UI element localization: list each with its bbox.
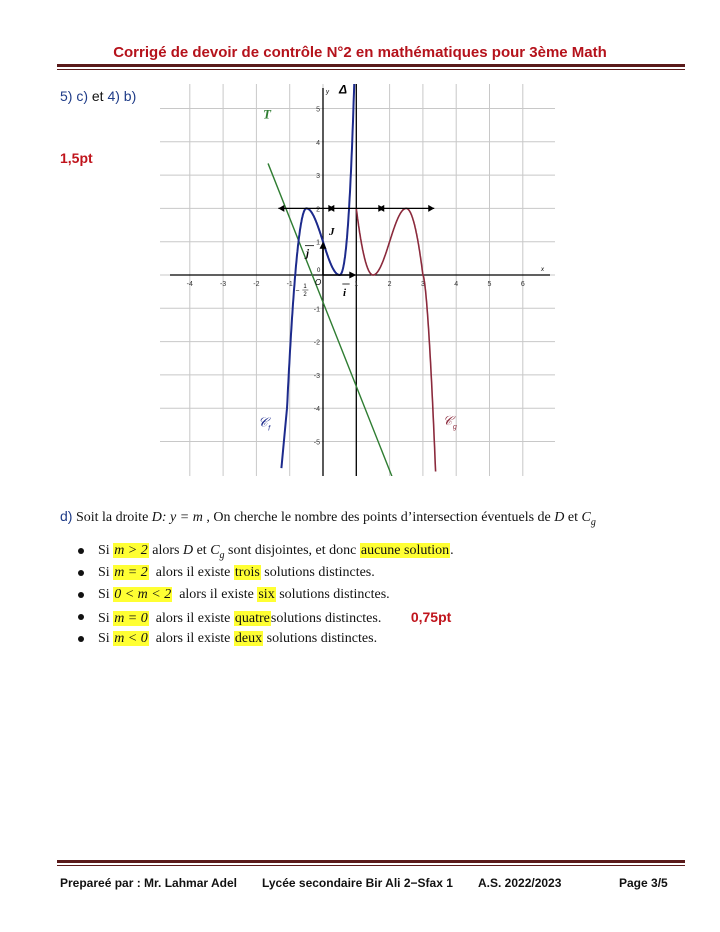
condition-highlight: m = 0 — [114, 611, 148, 626]
x-tick-label: 2 — [387, 281, 392, 288]
label-cg: 𝒞 — [442, 412, 453, 428]
y-tick-label: 3 — [316, 173, 320, 181]
function-graph — [160, 84, 555, 476]
x-tick-label: 3 — [420, 281, 425, 288]
label-delta: Δ — [339, 84, 348, 97]
label-T: T — [263, 106, 272, 122]
answer-highlight: deux — [234, 631, 263, 646]
answer-highlight: quatre — [234, 611, 270, 626]
x-tick-label: -1 — [286, 281, 293, 288]
footer-rule — [57, 860, 685, 866]
tangent-arrow-cg-head-right — [428, 205, 434, 212]
answer-highlight: aucune solution — [360, 543, 450, 558]
answer-highlight: trois — [234, 565, 260, 580]
part-d-Cg: $C_g$ — [581, 510, 596, 528]
question-part2: 4) b) — [107, 88, 137, 104]
condition-highlight: m > 2 — [114, 543, 148, 558]
label-J: J — [329, 226, 335, 239]
header-rule — [57, 64, 685, 70]
points-label: 1,5pt — [60, 150, 93, 166]
graph-grid — [160, 84, 555, 476]
label-i: i — [342, 287, 347, 299]
unit-vectors — [320, 242, 357, 279]
footer-author: Prepareé par : Mr. Lahmar Adel — [60, 876, 237, 890]
curve-cg — [356, 208, 435, 471]
list-item: Si m = 2 alors il existe trois solutions distinctes. — [78, 562, 454, 584]
x-tick-label: 5 — [487, 281, 492, 288]
graph-axes — [170, 84, 550, 476]
label-cg-sub: g — [452, 423, 457, 431]
label-j: j — [306, 247, 310, 260]
footer-year: A.S. 2022/2023 — [478, 876, 562, 890]
part-d-et: et — [567, 510, 579, 525]
y-tick-label: 4 — [316, 139, 320, 147]
y-tick-label: 5 — [316, 106, 320, 114]
label-cf-sub: f — [268, 425, 271, 433]
y-tick-label: -1 — [313, 306, 320, 314]
y-tick-label: -4 — [313, 406, 320, 414]
page-title: Corrigé de devoir de contrôle N°2 en mathématiques pour 3ème Math — [113, 44, 607, 61]
vector-i-head — [349, 272, 356, 279]
x-tick-label: 4 — [454, 281, 459, 288]
y-tick-label: -2 — [313, 339, 320, 347]
list-item: Si m > 2 alors D et $C_g$ sont disjointes, et donc aucune solution. — [78, 540, 454, 562]
list-item: Si m = 0 alors il existe quatresolutions distinctes. 0,75pt — [78, 606, 454, 628]
x-tick-label: -3 — [219, 281, 227, 288]
question-and: et — [91, 88, 104, 104]
footer-school: Lycée secondaire Bir Ali 2−Sfax 1 — [262, 876, 453, 890]
part-d-text-b: , On cherche le nombre des points d’intersection éventuels de — [206, 510, 551, 525]
question-label — [60, 88, 136, 104]
answer-highlight: six — [258, 587, 275, 602]
x-tick-label: 6 — [520, 281, 525, 288]
tangent-arrow-cf-head-left — [278, 205, 284, 212]
label-half-num: 1 — [303, 284, 307, 290]
x-tick-label: 1 — [354, 281, 359, 288]
graph-labels — [258, 84, 545, 433]
label-O: O — [315, 278, 322, 287]
vector-j-head — [320, 242, 327, 249]
label-half-den: 2 — [303, 292, 307, 298]
list-item: Si 0 < m < 2 alors il existe six solutions distinctes. — [78, 584, 454, 606]
part-d-text-a: Soit la droite — [75, 510, 149, 525]
label-minus: − — [295, 288, 300, 295]
y-tick-label: 1 — [316, 239, 320, 247]
x-tick-label: -2 — [253, 281, 260, 288]
part-d-label: d) — [60, 508, 73, 524]
label-zero: 0 — [317, 268, 321, 274]
condition-highlight: 0 < m < 2 — [114, 587, 172, 602]
footer-page: Page 3/5 — [619, 876, 668, 890]
condition-highlight: m = 2 — [114, 565, 148, 580]
part-d-paragraph — [60, 508, 596, 528]
list-item: Si m < 0 alors il existe deux solutions distinctes. — [78, 628, 454, 650]
y-tick-label: 2 — [316, 206, 320, 214]
part-d-equation: D: y = m — [151, 510, 203, 525]
label-y: y — [326, 89, 329, 96]
label-x: x — [541, 267, 544, 273]
label-cf: 𝒞 — [258, 414, 268, 430]
condition-highlight: m < 0 — [114, 631, 148, 646]
points-badge: 0,75pt — [410, 609, 452, 625]
x-tick-label: -4 — [186, 281, 193, 288]
part-d-D: D — [554, 510, 565, 525]
y-tick-label: -5 — [313, 439, 320, 447]
question-part1: 5) c) — [60, 88, 88, 104]
cases-list — [78, 540, 454, 650]
y-tick-label: -3 — [313, 372, 320, 380]
